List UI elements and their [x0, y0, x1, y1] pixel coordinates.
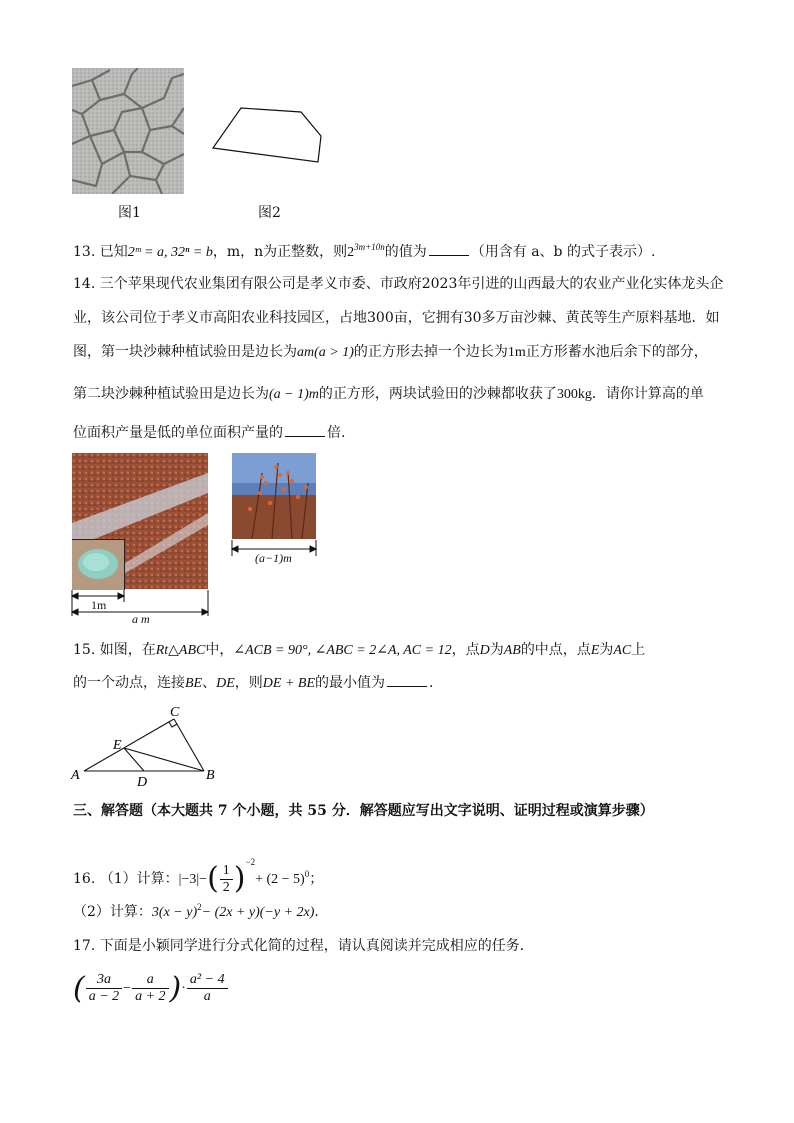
fraction-numerator: 3a [86, 972, 122, 989]
question-15-line1 [73, 640, 645, 661]
label-1m: 1m [91, 598, 107, 612]
q17-expression [73, 966, 229, 1012]
label-a-minus-1-m: (a−1)m [255, 551, 292, 565]
question-17 [73, 936, 534, 956]
q15-segment-be: BE [185, 676, 203, 691]
q14-text: 正方形蓄水池后余下的部分， [525, 344, 708, 360]
q16-minus: − [199, 872, 208, 887]
fraction-denominator: a − 2 [88, 989, 120, 1005]
q14-mass: 300kg [556, 387, 592, 402]
minus-sign: − [123, 981, 132, 996]
q14-text: 三个苹果现代农业集团有限公司是孝义市委、市政府2023年引进的山西最大的农业产业化实体龙头企 [99, 276, 724, 292]
fig2-caption: 图2 [258, 205, 281, 221]
q15-segment-ac: AC [613, 643, 632, 658]
q13-text: 的值为 [384, 244, 427, 260]
q14-side2-expr: (a − 1)m [269, 387, 319, 402]
q16-abs-value: |−3| [178, 872, 200, 887]
question-13 [73, 237, 655, 263]
fraction-denominator: a [203, 989, 211, 1005]
q15-number: 15. [73, 642, 96, 658]
fraction-numerator: a [132, 972, 168, 989]
answer-blank[interactable] [429, 241, 469, 256]
fraction-denominator: a + 2 [135, 989, 166, 1005]
q16-rest: + (2 − 5) [255, 872, 305, 887]
q15-text: 的中点，点 [520, 642, 591, 658]
vertex-b: B [206, 768, 215, 783]
question-15-line2 [73, 672, 433, 694]
q16-fraction [220, 863, 233, 896]
q17-fraction-2 [132, 972, 168, 1005]
q15-text: 为 [599, 642, 614, 658]
second-field-photo [232, 453, 316, 539]
q16-exponent: −2 [245, 857, 256, 867]
question-14-line1 [73, 274, 723, 294]
paving-stone-photo [72, 68, 184, 194]
q15-conditions: ∠ACB = 90°, ∠ABC = 2∠A, AC = 12 [233, 643, 452, 658]
q15-text: 中， [205, 642, 234, 658]
q15-point-e: E [590, 643, 600, 658]
q15-text: 的最小值为 [315, 675, 385, 691]
q15-text: 如图，在 [99, 642, 156, 658]
triangle-diagram [66, 700, 226, 790]
q14-text: 图，第一块沙棘种植试验田是边长为 [73, 344, 297, 360]
q14-text: 的正方形，两块试验田的沙棘都收获了 [318, 386, 557, 402]
q13-text: ，m，n为正整数，则 [212, 244, 348, 260]
answer-blank[interactable] [387, 672, 427, 687]
q16-number: 16. [73, 871, 96, 887]
q16-punct: ； [309, 871, 324, 887]
q14-text: 位面积产量是低的单位面积产量的 [73, 425, 283, 441]
pentagon-diagram [205, 100, 330, 170]
q14-text: 倍. [327, 425, 346, 441]
point-e: E [113, 738, 122, 753]
q15-segment-de: DE [216, 676, 235, 691]
question-16-part1 [73, 842, 323, 900]
q13-given-expr: 2ᵐ = a, 32ⁿ = b [127, 245, 213, 260]
right-paren: ) [169, 970, 182, 1006]
q15-text: 、 [202, 675, 217, 691]
right-paren: ) [233, 861, 246, 896]
q13-number: 13. [73, 244, 96, 260]
q15-text: 的一个动点，连接 [73, 675, 185, 691]
question-16-part2 [73, 897, 319, 923]
q16-part1-label: （1）计算： [99, 871, 179, 887]
q16-exponent: 2 [197, 902, 202, 912]
question-14-line5 [73, 422, 345, 443]
q15-text: . [429, 675, 434, 691]
q14-text: 的正方形去掉一个边长为 [353, 344, 508, 360]
q15-text: 上 [631, 642, 646, 658]
q14-number: 14. [73, 276, 96, 292]
q15-point-d: D [479, 643, 490, 658]
q17-fraction-3 [187, 972, 228, 1005]
q15-text: ，则 [234, 675, 263, 691]
q15-target-expr: DE + BE [262, 676, 315, 691]
q14-unit: 1m [507, 345, 526, 360]
q16-part2-label: （2）计算： [73, 904, 152, 920]
q16-part2-expr: − (2x + y)(−y + 2x) [201, 905, 315, 920]
q15-text: 为 [489, 642, 504, 658]
q16-punct: . [314, 904, 319, 920]
q13-text: （用含有 a、b 的式子表示）. [470, 244, 656, 260]
question-14-line3 [73, 342, 708, 363]
answer-blank[interactable] [285, 422, 325, 437]
left-paren: ( [207, 861, 219, 896]
q16-part2-expr: 3(x − y) [151, 905, 198, 920]
fig1-caption: 图1 [118, 205, 141, 221]
question-14-line2: 业，该公司位于孝义市高阳农业科技园区，占地300亩，它拥有30多万亩沙棘、黄芪等生产原料基地．如 [73, 310, 720, 326]
q15-segment-ab: AB [503, 643, 521, 658]
question-14-line4 [73, 384, 704, 405]
q13-expr-exponent: 3m+10n [354, 242, 385, 252]
fraction-denominator: 2 [222, 879, 230, 895]
dot-operator: · [181, 981, 186, 996]
q17-fraction-1 [86, 972, 122, 1005]
q14-text: ．请你计算高的单 [591, 386, 704, 402]
vertex-a: A [71, 768, 80, 783]
q17-number: 17. [73, 938, 96, 954]
q15-triangle: Rt△ABC [155, 643, 206, 658]
left-paren: ( [73, 970, 85, 1006]
fraction-numerator: 1 [220, 863, 233, 880]
fraction-numerator: a² − 4 [187, 972, 228, 989]
q13-text: 已知 [99, 244, 128, 260]
q15-text: ，点 [451, 642, 480, 658]
vertex-c: C [170, 705, 180, 720]
q13-expr-base: 2 [347, 245, 355, 260]
q14-side-expr: am(a > 1) [297, 345, 354, 360]
q16-exponent: 0 [304, 869, 310, 879]
q17-text: 下面是小颖同学进行分式化简的过程，请认真阅读并完成相应的任务． [99, 938, 534, 954]
label-a-m: a m [132, 612, 150, 626]
point-d: D [137, 775, 148, 790]
q14-text: 第二块沙棘种植试验田是边长为 [73, 386, 269, 402]
section-3-title: 三、解答题（本大题共 7 个小题，共 55 分．解答题应写出文字说明、证明过程或演算步骤） [73, 803, 654, 819]
